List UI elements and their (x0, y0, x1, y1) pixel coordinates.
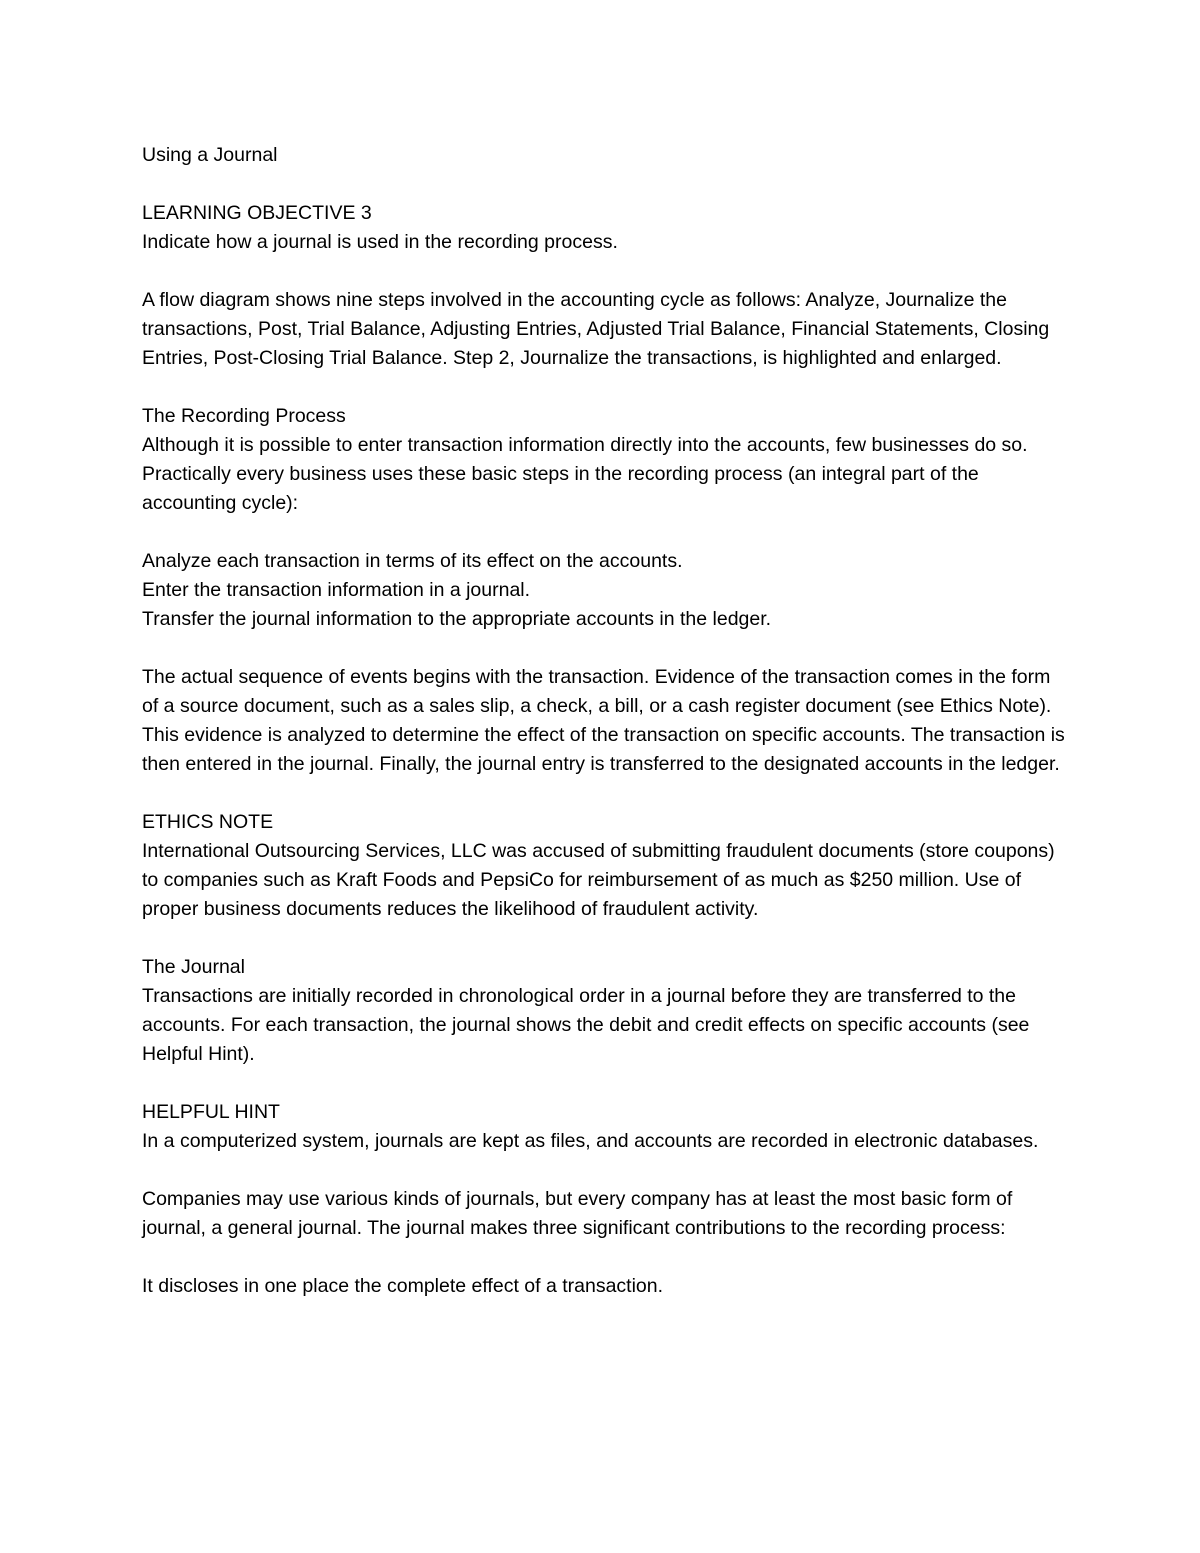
recording-process-heading: The Recording Process (142, 405, 346, 427)
title-block (142, 141, 1072, 170)
companies-paragraph: Companies may use various kinds of journals, but every company has at least the most basic form of journal, a general journal. The journal makes three significant contributions to the recording process: (142, 1188, 1013, 1239)
learning-objective-text: Indicate how a journal is used in the recording process. (142, 231, 618, 253)
sequence-paragraph: The actual sequence of events begins with the transaction. Evidence of the transaction comes in the form of a source document, such as a sales slip, a check, a bill, or a cash register document (see Ethics Note). This evidence is analyzed to determine the effect of the transaction on specific accounts. The transaction is then entered in the journal. Finally, the journal entry is transferred to the designated accounts in the ledger. (142, 666, 1065, 775)
contribution-item: It discloses in one place the complete effect of a transaction. (142, 1275, 664, 1297)
step-item: Enter the transaction information in a journal. (142, 579, 531, 601)
document-body (142, 141, 1072, 1330)
learning-objective-heading: LEARNING OBJECTIVE 3 (142, 202, 372, 224)
recording-process-text: Although it is possible to enter transaction information directly into the accounts, few businesses do so. Practically every business uses these basic steps in the recording process (an integral part of the accounting cycle): (142, 434, 1028, 514)
learning-objective-block (142, 199, 1072, 257)
journal-heading: The Journal (142, 956, 245, 978)
journal-block (142, 953, 1072, 1069)
contribution-block (142, 1272, 1072, 1301)
helpful-hint-text: In a computerized system, journals are kept as files, and accounts are recorded in electronic databases. (142, 1130, 1039, 1152)
ethics-note-block (142, 808, 1072, 924)
helpful-hint-block (142, 1098, 1072, 1156)
helpful-hint-heading: HELPFUL HINT (142, 1101, 280, 1123)
diagram-description: A flow diagram shows nine steps involved in the accounting cycle as follows: Analyze, Journalize the transactions, Post, Trial Balance, Adjusting Entries, Adjusted Trial Balance, Financial Statements, Closing Entries, Post-Closing Trial Balance. Step 2, Journalize the transactions, is highlighted and enlarged. (142, 289, 1050, 369)
recording-process-block (142, 402, 1072, 518)
step-item: Transfer the journal information to the appropriate accounts in the ledger. (142, 608, 772, 630)
companies-block (142, 1185, 1072, 1243)
steps-block (142, 547, 1072, 634)
ethics-note-text: International Outsourcing Services, LLC was accused of submitting fraudulent documents (store coupons) to companies such as Kraft Foods and PepsiCo for reimbursement of as much as $250 million. Use of proper business documents reduces the likelihood of fraudulent activity. (142, 840, 1055, 920)
journal-text: Transactions are initially recorded in chronological order in a journal before they are transferred to the accounts. For each transaction, the journal shows the debit and credit effects on specific accounts (see Helpful Hint). (142, 985, 1030, 1065)
sequence-block (142, 663, 1072, 779)
step-item: Analyze each transaction in terms of its effect on the accounts. (142, 550, 683, 572)
document-title: Using a Journal (142, 144, 278, 166)
ethics-note-heading: ETHICS NOTE (142, 811, 274, 833)
diagram-description-block (142, 286, 1072, 373)
